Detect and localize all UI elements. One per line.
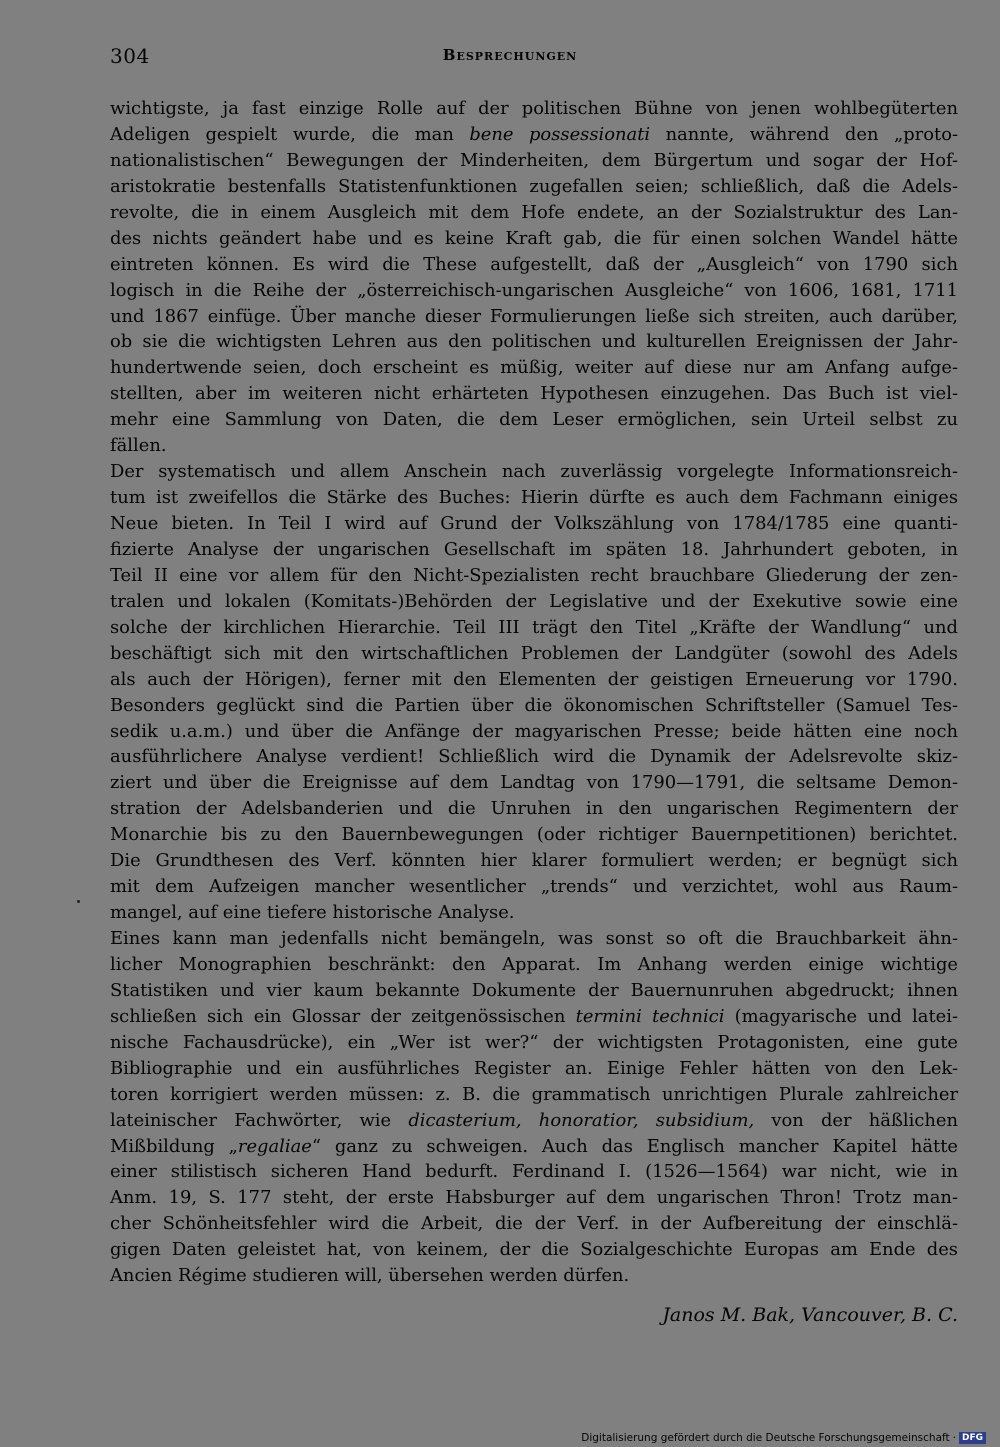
text-line: mangel, auf eine tiefere historische Analyse. xyxy=(110,902,515,924)
text-line: nische Fachausdrücke), ein „Wer ist wer?“ der wichtigsten Protagonisten, eine gute xyxy=(110,1031,958,1053)
text-line: wichtigste, ja fast einzige Rolle auf der politischen Bühne von jenen wohlbegüterten xyxy=(110,98,958,119)
text-line: toren korrigiert werden müssen: z. B. die grammatisch unrichtigen Plurale zahlreicher xyxy=(110,1083,958,1105)
text-line: solche der kirchlichen Hierarchie. Teil III trägt den Titel „Kräfte der Wandlung“ und xyxy=(110,616,958,638)
article-body xyxy=(110,96,958,1289)
text-line: sedik u.a.m.) und über die Anfänge der magyarischen Presse; beide hätten eine noch xyxy=(110,720,958,742)
text-line: Besonders geglückt sind die Partien über die ökonomischen Schriftsteller (Samuel Tes- xyxy=(110,694,958,716)
margin-dot xyxy=(77,900,80,903)
text-line: Statistiken und vier kaum bekannte Dokumente der Bauernunruhen abgedruckt; ihnen xyxy=(110,979,958,1001)
footer-text: Digitalisierung gefördert durch die Deutsche Forschungsgemeinschaft xyxy=(581,1432,950,1444)
text-line: Die Grundthesen des Verf. könnten hier klarer formuliert werden; er begnügt sich xyxy=(110,850,958,872)
text-line: mehr eine Sammlung von Daten, die dem Leser ermöglichen, sein Urteil selbst zu xyxy=(110,409,958,431)
text-line: schließen sich ein Glossar der zeitgenössischen termini technici (magyarische und latei- xyxy=(110,1005,958,1027)
text-line: beschäftigt sich mit den wirtschaftlichen Problemen der Landgüter (sowohl des Adels xyxy=(110,642,958,664)
text-line: Teil II eine vor allem für den Nicht-Spezialisten recht brauchbare Gliederung der zen- xyxy=(110,564,958,586)
text-line: als auch der Hörigen), ferner mit den Elementen der geistigen Erneuerung vor 1790. xyxy=(110,668,958,690)
text-line: mit dem Aufzeigen mancher wesentlicher „trends“ und verzichtet, wohl aus Raum- xyxy=(110,876,958,898)
text-line: stellten, aber im weiteren nicht erhärteten Hypothesen einzugehen. Das Buch ist viel- xyxy=(110,383,958,405)
author-signature: Janos M. Bak, Vancouver, B. C. xyxy=(662,1304,958,1326)
text-line: des nichts geändert habe und es keine Kraft gab, die für einen solchen Wandel hätte xyxy=(110,227,958,249)
text-line: hundertwende seien, doch erscheint es müßig, weiter auf diese nur am Anfang aufge- xyxy=(110,357,958,379)
text-line: stration der Adelsbanderien und die Unruhen in den ungarischen Regimentern der xyxy=(110,798,958,820)
text-line: tralen und lokalen (Komitats-)Behörden der Legislative und der Exekutive sowie eine xyxy=(110,590,958,612)
text-line: Monarchie bis zu den Bauernbewegungen (oder richtiger Bauernpetitionen) berichtet. xyxy=(110,824,958,846)
text-line: revolte, die in einem Ausgleich mit dem Hofe endete, an der Sozialstruktur des Lan- xyxy=(110,201,958,223)
text-line: aristokratie bestenfalls Statistenfunktionen zugefallen seien; schließlich, daß die Adels- xyxy=(110,175,958,197)
text-line: eintreten können. Es wird die These aufgestellt, daß der „Ausgleich“ von 1790 sich xyxy=(110,253,958,275)
text-line: Der systematisch und allem Anschein nach zuverlässig vorgelegte Informationsreich- xyxy=(110,461,958,483)
text-line: fizierte Analyse der ungarischen Gesellschaft im späten 18. Jahrhundert geboten, in xyxy=(110,538,958,560)
text-line: einer stilistisch sicheren Hand bedurft. Ferdinand I. (1526—1564) war nicht, wie in xyxy=(110,1161,958,1183)
text-line: Neue bieten. In Teil I wird auf Grund der Volkszählung von 1784/1785 eine quanti- xyxy=(110,513,958,534)
text-line: lateinischer Fachwörter, wie dicasterium, honoratior, subsidium, von der häßlichen xyxy=(110,1109,959,1131)
text-line: nationalistischen“ Bewegungen der Minderheiten, dem Bürgertum und sogar der Hof- xyxy=(110,149,958,171)
text-line: und 1867 einfüge. Über manche dieser Formulierungen ließe sich streiten, auch darüber, xyxy=(110,305,958,327)
text-line: ob sie die wichtigsten Lehren aus den politischen und kulturellen Ereignissen der Jahr- xyxy=(110,331,958,353)
text-line: ausführlichere Analyse verdient! Schließlich wird die Dynamik der Adelsrevolte skiz- xyxy=(110,746,958,768)
text-line: Ancien Régime studieren will, übersehen werden dürfen. xyxy=(110,1265,630,1287)
text-line: tum ist zweifellos die Stärke des Buches: Hierin dürfte es auch dem Fachmann einiges xyxy=(110,487,958,509)
text-line: logisch in die Reihe der „österreichisch-ungarischen Ausgleiche“ von 1606, 1681, 1711 xyxy=(110,279,958,301)
footer-separator: · xyxy=(952,1432,956,1444)
text-line: ziert und über die Ereignisse auf dem Landtag von 1790—1791, die seltsame Demon- xyxy=(110,772,958,794)
text-line: Bibliographie und ein ausführliches Register an. Einige Fehler hätten von den Lek- xyxy=(110,1057,958,1079)
page-number: 304 xyxy=(110,44,150,68)
text-line: Mißbildung „regaliae“ ganz zu schweigen. Auch das Englisch mancher Kapitel hätte xyxy=(110,1135,958,1157)
running-head: Besprechungen xyxy=(442,46,578,64)
footer xyxy=(581,1432,986,1444)
text-line: cher Schönheitsfehler wird die Arbeit, die der Verf. in der Aufbereitung der einschlä- xyxy=(110,1213,958,1235)
text-line: Eines kann man jedenfalls nicht bemängeln, was sonst so oft die Brauchbarkeit ähn- xyxy=(110,928,958,949)
text-line: Anm. 19, S. 177 steht, der erste Habsburger auf dem ungarischen Thron! Trotz man- xyxy=(110,1187,958,1209)
text-line: Adeligen gespielt wurde, die man bene possessionati nannte, während den „proto- xyxy=(110,123,959,145)
text-line: fällen. xyxy=(110,435,167,457)
text-line: gigen Daten geleistet hat, von keinem, der die Sozialgeschichte Europas am Ende des xyxy=(110,1239,958,1261)
text-line: licher Monographien beschränkt: den Apparat. Im Anhang werden einige wichtige xyxy=(110,953,958,975)
dfg-logo-icon: DFG xyxy=(959,1432,986,1444)
